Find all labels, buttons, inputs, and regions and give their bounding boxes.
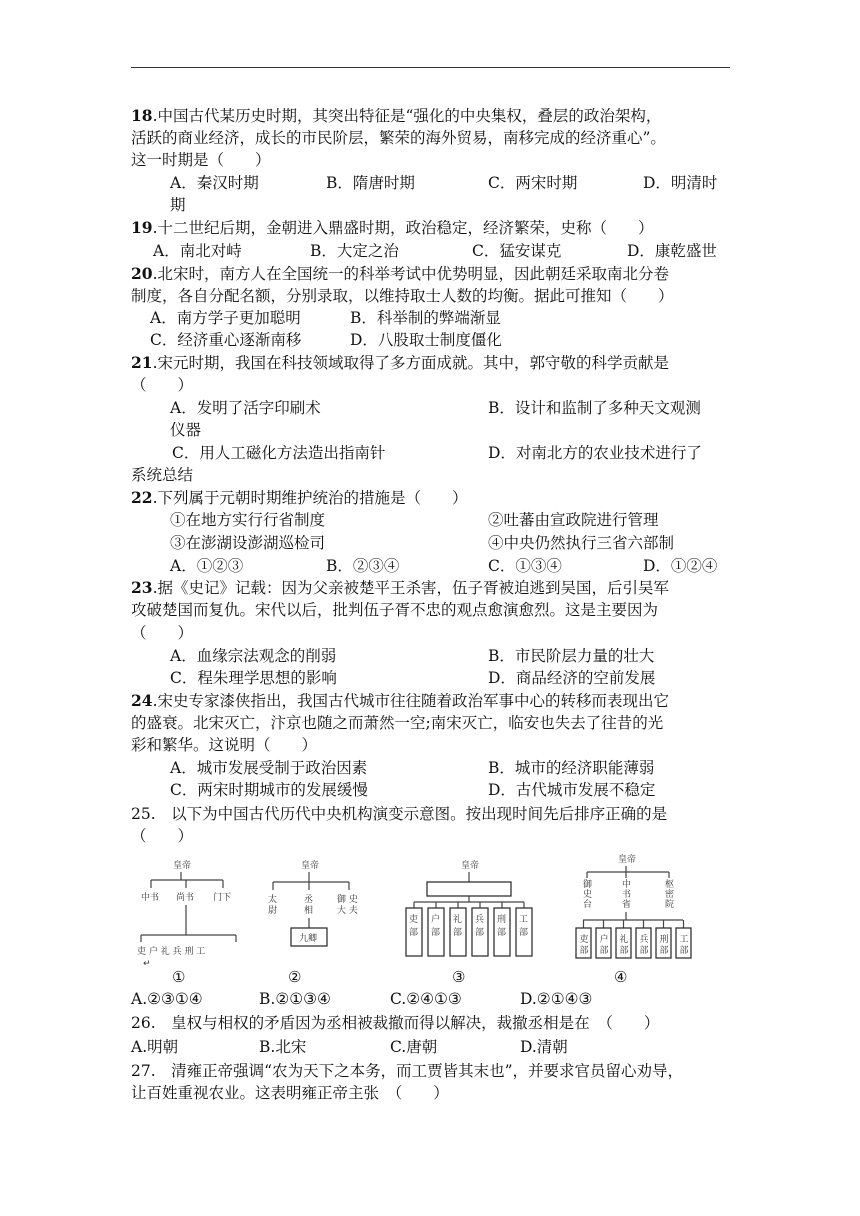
- option-23-b[interactable]: B．市民阶层力量的壮大: [488, 647, 655, 665]
- option-20-c[interactable]: C．经济重心逐渐南移: [150, 331, 302, 349]
- question-text: .下列属于元朝时期维护统治的措施是（ ）: [152, 489, 468, 507]
- option-23-a[interactable]: A．血缘宗法观念的削弱: [170, 647, 337, 665]
- emperor-label: 皇帝: [173, 861, 192, 871]
- option-25-a[interactable]: A.②③①④: [131, 990, 203, 1008]
- question-26-line1: 26. 皇权与相权的矛盾因为丞相被裁撤而得以解决，裁撤丞相是在 （ ）: [131, 1014, 660, 1032]
- question-number: 24: [131, 691, 153, 710]
- option-18-a[interactable]: A．秦汉时期: [170, 174, 259, 192]
- ministry-label: 部: [639, 946, 649, 956]
- option-22-b[interactable]: B．②③④: [326, 557, 400, 575]
- option-19-b[interactable]: B．大定之治: [310, 242, 399, 260]
- question-24-line2: 的盛衰。北宋灭亡，汴京也随之而萧然一空;南宋灭亡，临安也失去了往昔的光: [131, 714, 664, 732]
- central-institutions-diagram: [131, 850, 701, 968]
- diagram-label-4: ④: [614, 968, 628, 986]
- ministry-label: 部: [599, 946, 609, 956]
- ministry-label: 户: [431, 915, 441, 925]
- svg-text:密: 密: [665, 890, 675, 900]
- option-26-c[interactable]: C.唐朝: [390, 1038, 438, 1056]
- question-19-line1: [131, 217, 654, 239]
- question-23-line2: 攻破楚国而复仇。宋代以后，批判伍子胥不忠的观点愈演愈烈。这是主要因为: [131, 601, 659, 619]
- statement-3: ③在澎湖设澎湖巡检司: [170, 534, 326, 552]
- option-21-d-cont: 系统总结: [131, 466, 194, 484]
- diagram-3: [406, 859, 532, 956]
- ministry-label: 部: [579, 946, 589, 956]
- question-20-line1: [131, 263, 669, 285]
- option-26-d[interactable]: D.清朝: [520, 1038, 568, 1056]
- zhongshusheng-label: 中: [622, 880, 632, 890]
- question-22-line1: [131, 487, 468, 509]
- question-text: .宋史专家漆侠指出，我国古代城市往往随着政治军事中心的转移而表现出它: [152, 692, 670, 710]
- yushi-label: 御 史: [337, 895, 358, 905]
- option-24-d[interactable]: D．古代城市发展不稳定: [488, 781, 656, 799]
- statement-4: ④中央仍然执行三省六部制: [488, 534, 675, 552]
- diagram-2: [268, 859, 358, 946]
- six-ministries-label: 吏 户 礼 兵 刑 工: [137, 947, 206, 957]
- svg-text:台: 台: [583, 900, 593, 910]
- ministry-label: 兵: [475, 915, 485, 925]
- question-text: .宋元时期，我国在科技领域取得了多方面成就。其中，郭守敬的科学贡献是: [152, 354, 670, 372]
- option-25-c[interactable]: C.②④①③: [390, 990, 462, 1008]
- ministry-label: 部: [453, 928, 463, 938]
- ministry-label: 部: [409, 928, 419, 938]
- question-number: 18: [131, 106, 153, 125]
- option-20-b[interactable]: B．科举制的弊端渐显: [350, 309, 501, 327]
- option-25-d[interactable]: D.②①④③: [520, 990, 593, 1008]
- option-18-c[interactable]: C．两宋时期: [488, 174, 578, 192]
- emperor-label: 皇帝: [618, 855, 637, 865]
- jiuqing-label: 九卿: [299, 934, 318, 944]
- option-19-d[interactable]: D．康乾盛世: [627, 242, 717, 260]
- diagram-4: [576, 853, 691, 958]
- question-24-line1: [131, 690, 669, 712]
- diagram-label-2: ②: [288, 968, 302, 986]
- ministry-label: 部: [475, 928, 485, 938]
- option-22-d[interactable]: D．①②④: [643, 557, 718, 575]
- ministry-label: 部: [519, 928, 529, 938]
- statement-1: ①在地方实行行省制度: [170, 511, 326, 529]
- question-number: 22: [131, 488, 153, 507]
- ministry-label: 工: [679, 935, 689, 945]
- diagram-1: [137, 859, 236, 968]
- question-25-line1: 25. 以下为中国古代历代中央机构演变示意图。按出现时间先后排序正确的是: [131, 805, 668, 823]
- svg-text:尉: 尉: [268, 906, 278, 916]
- question-23-line3: （ ）: [131, 624, 194, 642]
- option-25-b[interactable]: B.②①③④: [259, 990, 331, 1008]
- svg-text:省: 省: [622, 900, 632, 910]
- question-20-line2: 制度，各自分配名额，分别录取，以维持取士人数的均衡。据此可推知（ ）: [131, 287, 674, 305]
- option-19-c[interactable]: C．猛安谋克: [472, 242, 562, 260]
- question-24-line3: 彩和繁华。这说明（ ）: [131, 736, 318, 754]
- ministry-label: 刑: [497, 915, 507, 925]
- option-21-a[interactable]: A．发明了活字印刷术: [170, 399, 321, 417]
- ministry-label: 工: [519, 915, 529, 925]
- question-27-line2: 让百姓重视农业。这表明雍正帝主张 （ ）: [131, 1084, 449, 1102]
- ministry-label: 吏: [579, 935, 589, 945]
- option-20-a[interactable]: A．南方学子更加聪明: [150, 309, 301, 327]
- svg-text:史: 史: [583, 890, 593, 900]
- ministry-label: 部: [679, 946, 689, 956]
- ministry-label: 部: [497, 928, 507, 938]
- option-21-b-cont: 仪器: [170, 421, 202, 439]
- svg-text:大 夫: 大 夫: [337, 906, 358, 916]
- svg-text:书: 书: [622, 890, 632, 900]
- svg-text:相: 相: [304, 906, 314, 916]
- option-18-b[interactable]: B．隋唐时期: [326, 174, 415, 192]
- ministry-label: 礼: [453, 915, 463, 925]
- option-21-d[interactable]: D．对南北方的农业技术进行了: [488, 444, 702, 462]
- option-22-a[interactable]: A．①②③: [170, 557, 244, 575]
- question-25-line2: （ ）: [131, 827, 194, 845]
- ministry-label: 部: [659, 946, 669, 956]
- question-text: .北宋时，南方人在全国统一的科举考试中优势明显，因此朝廷采取南北分卷: [152, 265, 670, 283]
- option-18-d[interactable]: D．明清时: [643, 174, 718, 192]
- diagram-label-3: ③: [452, 968, 466, 986]
- question-text: .据《史记》记载：因为父亲被楚平王杀害，伍子胥被迫逃到吴国，后引吴军: [152, 579, 670, 597]
- question-27-line1: 27. 清雍正帝强调“农为天下之本务，而工贾皆其末也”，并要求官员留心劝导，: [131, 1062, 684, 1080]
- ministry-label: 礼: [619, 935, 629, 945]
- option-21-b[interactable]: B．设计和监制了多种天文观测: [488, 399, 701, 417]
- question-number: 21: [131, 353, 153, 372]
- option-20-d[interactable]: D．八股取士制度僵化: [350, 331, 502, 349]
- return-mark: ↵: [143, 959, 151, 968]
- option-23-d[interactable]: D．商品经济的空前发展: [488, 669, 656, 687]
- menxia-label: 门下: [213, 893, 232, 903]
- ministry-label: 吏: [409, 915, 419, 925]
- shangshu-label: 尚书: [176, 893, 195, 903]
- diagram-label-1: ①: [172, 968, 186, 986]
- emperor-label: 皇帝: [301, 861, 320, 871]
- option-23-c[interactable]: C．程朱理学思想的影响: [170, 669, 337, 687]
- question-number: 19: [131, 218, 153, 237]
- yushitai-label: 御: [583, 880, 593, 890]
- taiwei-label: 太: [268, 895, 278, 905]
- option-19-a[interactable]: A．南北对峙: [153, 242, 242, 260]
- ministry-label: 刑: [659, 935, 669, 945]
- question-number: 23: [131, 578, 153, 597]
- option-24-c[interactable]: C．两宋时期城市的发展缓慢: [170, 781, 368, 799]
- svg-text:院: 院: [665, 900, 675, 910]
- question-23-line1: [131, 577, 669, 599]
- emperor-label: 皇帝: [461, 861, 480, 871]
- question-18-line2: 活跃的商业经济，成长的市民阶层，繁荣的海外贸易，南移完成的经济重心”。: [131, 129, 666, 147]
- ministry-label: 部: [431, 928, 441, 938]
- chengxiang-label: 丞: [304, 895, 314, 905]
- zhongshu-label: 中书: [141, 893, 160, 903]
- ministry-label: 兵: [639, 935, 649, 945]
- question-21-line1: [131, 352, 669, 374]
- option-24-a[interactable]: A．城市发展受制于政治因素: [170, 759, 368, 777]
- statement-2: ②吐蕃由宣政院进行管理: [488, 511, 659, 529]
- option-26-b[interactable]: B.北宋: [259, 1038, 307, 1056]
- option-22-c[interactable]: C．①③④: [488, 557, 562, 575]
- ministry-label: 部: [619, 946, 629, 956]
- question-text: .十二世纪后期，金朝进入鼎盛时期，政治稳定，经济繁荣，史称（ ）: [152, 219, 654, 237]
- option-18-d-cont: 期: [170, 196, 186, 214]
- option-26-a[interactable]: A.明朝: [131, 1038, 179, 1056]
- question-number: 20: [131, 264, 153, 283]
- option-21-c[interactable]: C．用人工磁化方法造出指南针: [172, 444, 386, 462]
- question-text: .中国古代某历史时期，其突出特征是“强化的中央集权，叠层的政治架构，: [152, 107, 662, 125]
- ministry-label: 户: [599, 935, 609, 945]
- question-21-line2: （ ）: [131, 376, 194, 394]
- option-24-b[interactable]: B．城市的经济职能薄弱: [488, 759, 655, 777]
- question-18-line3: 这一时期是（ ）: [131, 151, 271, 169]
- header-rule: [131, 67, 730, 68]
- shumiyuan-label: 枢: [665, 880, 675, 890]
- question-18-line1: [131, 105, 661, 127]
